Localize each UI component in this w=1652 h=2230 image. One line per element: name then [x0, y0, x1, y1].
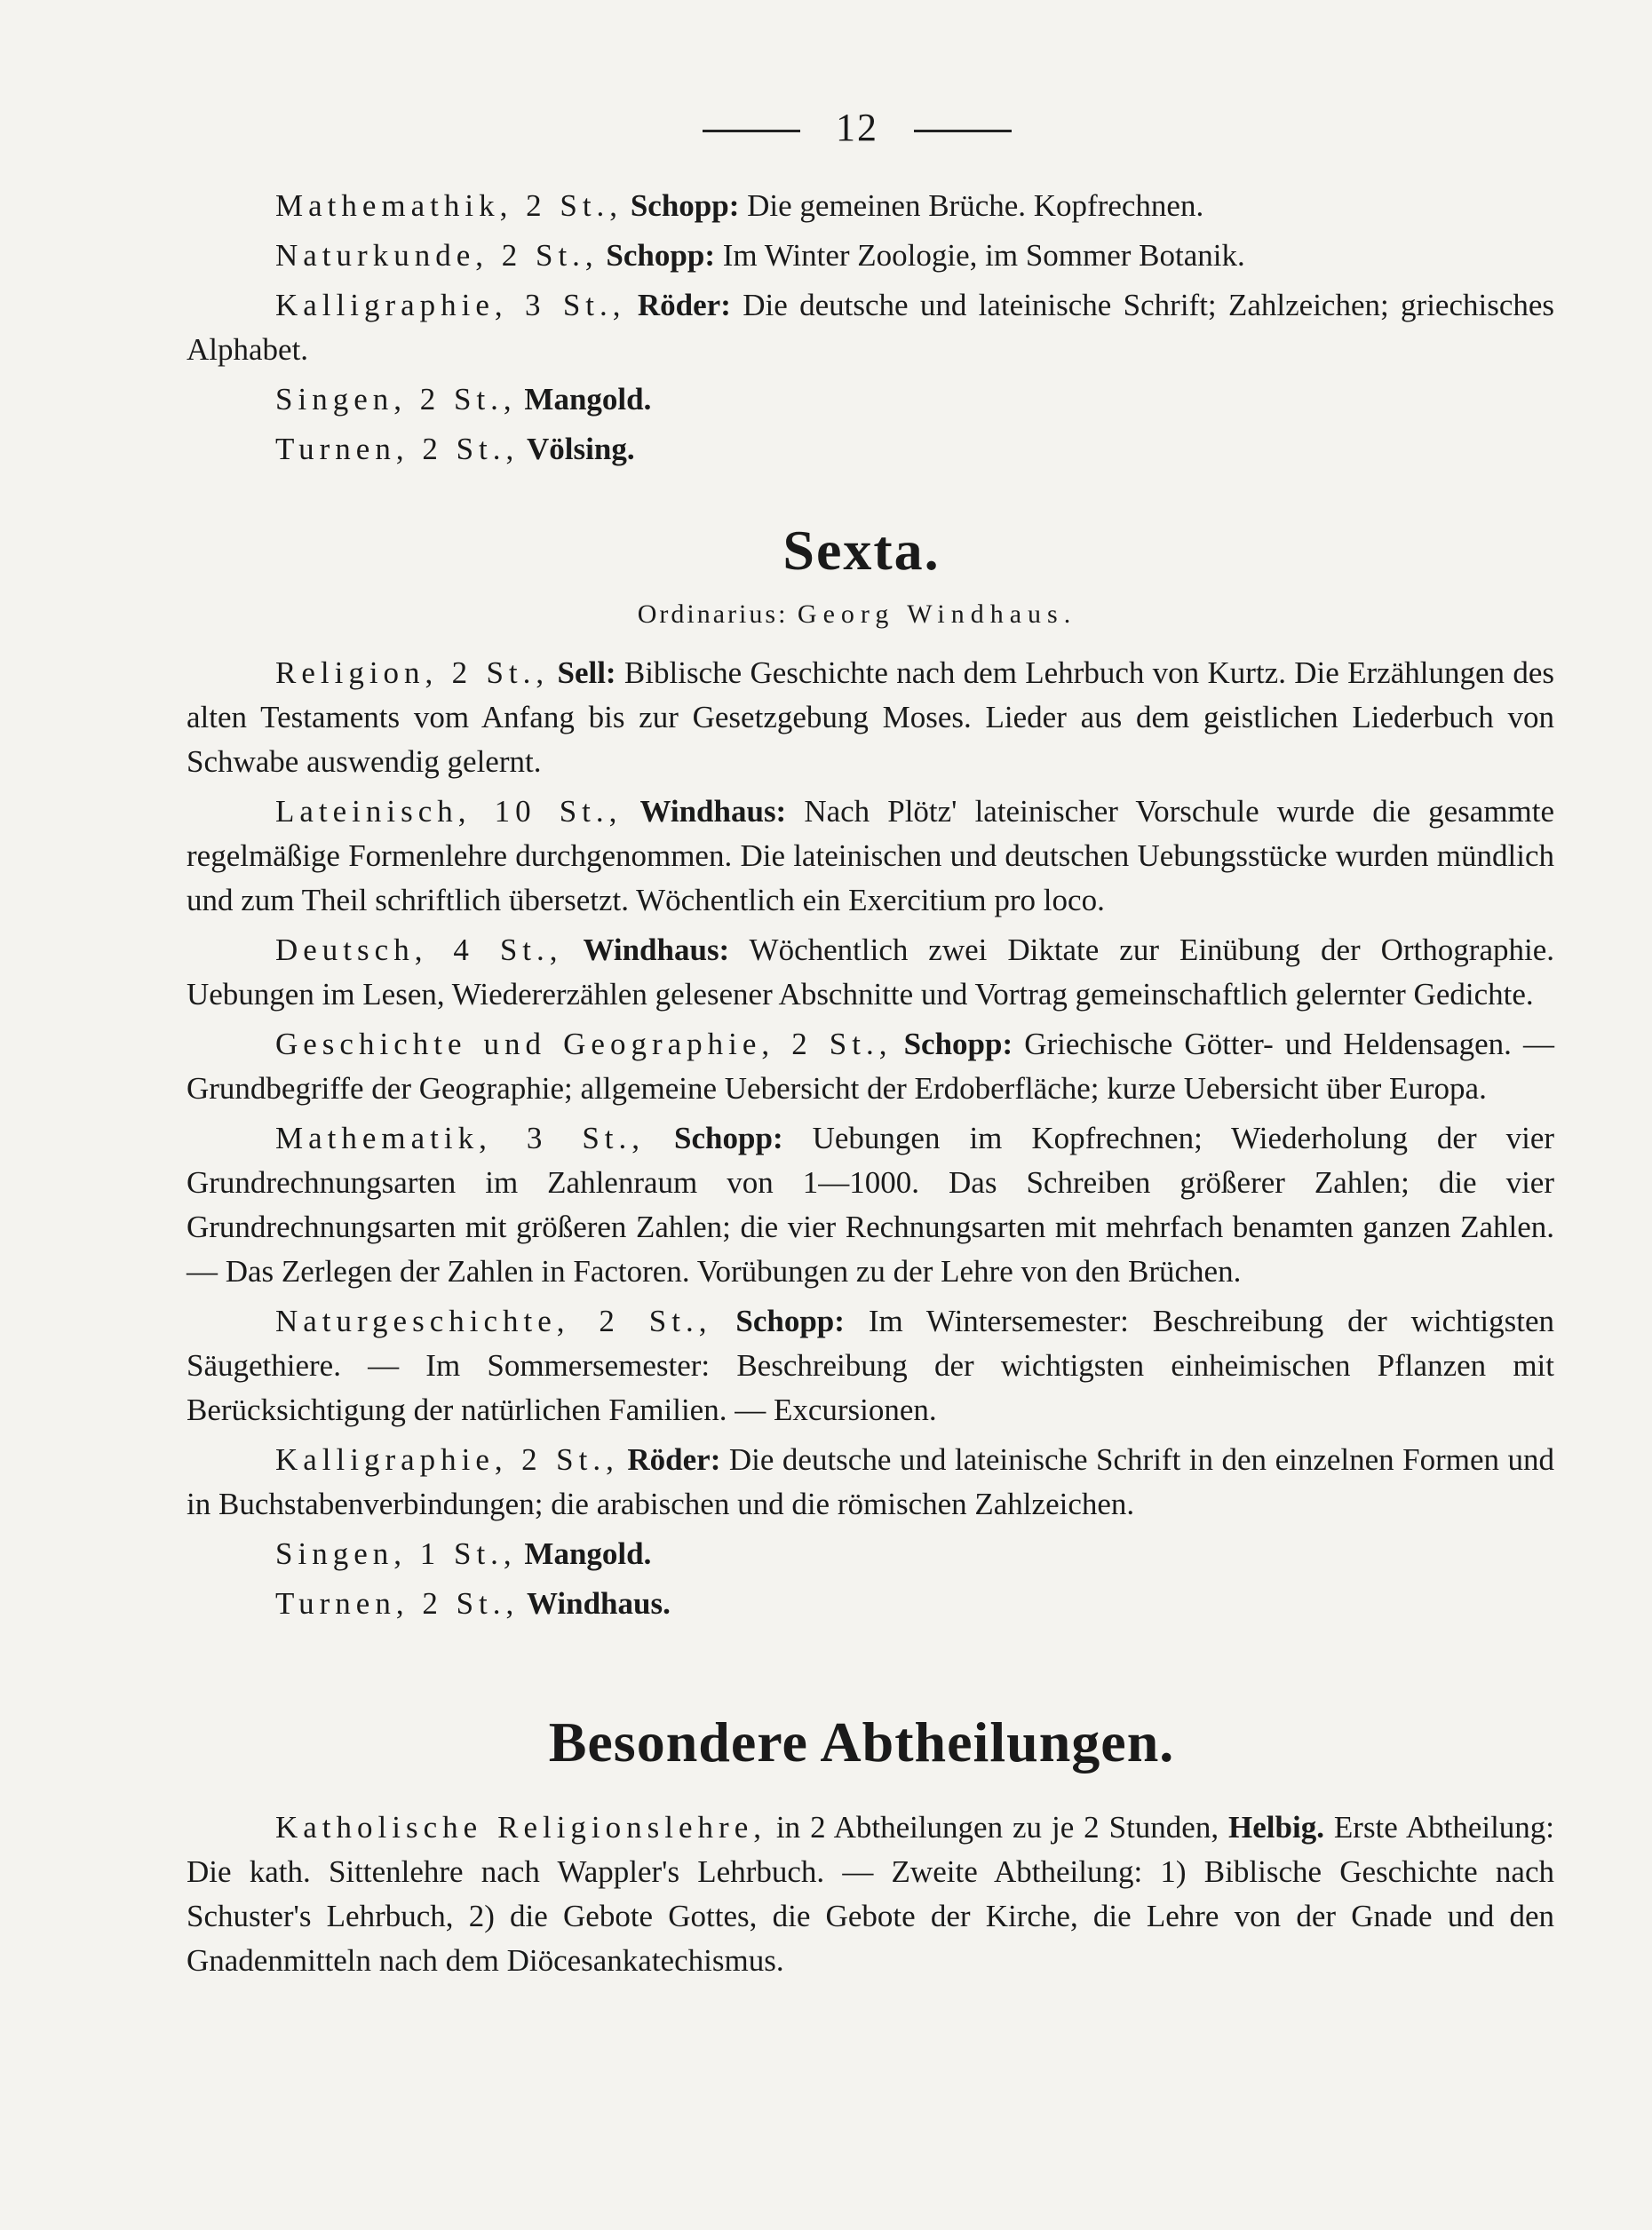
header-rule-right — [914, 130, 1012, 132]
section-heading-besondere: Besondere Abtheilungen. — [548, 1710, 1175, 1774]
entry-lateinisch — [187, 790, 1554, 923]
entry-text: Biblische Geschichte nach dem Lehrbuch von Kurtz. Die Erzählungen des alten Testaments vom Anfang bis zur Gesetzgebung Moses. Lieder aus dem geistlichen Liederbuch von Schwabe auswendig gelernt. — [187, 655, 1554, 779]
entry-subject: Turnen, 2 St., — [275, 1586, 520, 1621]
section-heading-sexta: Sexta. — [782, 519, 941, 582]
entry-kalligraphie-quinta — [187, 283, 1554, 372]
entry-subject: Turnen, 2 St., — [275, 432, 520, 466]
entry-turnen-quinta — [187, 427, 1554, 472]
entry-teacher: Sell: — [557, 655, 616, 690]
ordinarius-line — [160, 599, 1554, 630]
entry-text: Nach Plötz' lateinischer Vorschule wurde die gesammte regelmäßige Formenlehre durchgenommen. Die lateinischen und deutschen Uebungsstücke wurden mündlich und zum Theil schriftlich übersetzt. Wöchentlich ein Exercitium pro loco. — [187, 794, 1555, 917]
entry-text: Wöchentlich zwei Diktate zur Einübung der Orthographie. Uebungen im Lesen, Wiedererzählen gelesener Abschnitte und Vortrag gemeinschaftlich gelernter Gedichte. — [187, 932, 1554, 1012]
entry-text-after: Erste Abtheilung: Die kath. Sittenlehre nach Wappler's Lehrbuch. — Zweite Abtheilung: 1) Biblische Geschichte nach Schuster's Lehrbuch, 2) die Gebote Gottes, die Gebote der Kirche, die Lehre von der Gnade und den Gnadenmitteln nach dem Diöcesankatechismus. — [187, 1810, 1555, 1978]
entry-religion — [187, 651, 1554, 784]
entry-singen — [187, 1532, 1554, 1576]
entry-subject: Naturkunde, 2 St., — [275, 238, 599, 273]
ordinarius-name: Georg Windhaus. — [797, 599, 1077, 629]
entry-text: Im Wintersemester: Beschreibung der wichtigsten Säugethiere. — Im Sommersemester: Beschreibung der wichtigsten einheimischen Pflanzen mit Berücksichtigung der natürlichen Familien. — Excursionen. — [187, 1304, 1555, 1427]
entry-teacher: Schopp: — [903, 1027, 1013, 1061]
entry-teacher: Mangold. — [524, 382, 652, 417]
entry-teacher: Windhaus: — [639, 794, 787, 829]
page-header — [160, 105, 1554, 150]
page-number: 12 — [836, 106, 878, 149]
entry-subject: Katholische Religionslehre, — [275, 1810, 766, 1845]
entry-teacher: Mangold. — [524, 1536, 652, 1571]
entry-subject: Geschichte und Geographie, 2 St., — [275, 1027, 893, 1061]
entry-text: Die deutsche und lateinische Schrift; Zahlzeichen; griechisches Alphabet. — [187, 288, 1555, 367]
entry-subject: Lateinisch, 10 St., — [275, 794, 623, 829]
entry-subject: Religion, 2 St., — [275, 655, 550, 690]
entry-subject: Kalligraphie, 2 St., — [275, 1442, 619, 1477]
entry-subject: Singen, 1 St., — [275, 1536, 517, 1571]
entry-mathematik-quinta — [187, 184, 1554, 228]
entry-text: Uebungen im Kopfrechnen; Wiederholung der vier Grundrechnungsarten im Zahlenraum von 1—1000. Das Schreiben größerer Zahlen; die vier Grundrechnungsarten mit größeren Zahlen; die vier Rechnungsarten mit mehrfach benamten ganzen Zahlen. — Das Zerlegen der Zahlen in Factoren. Vorübungen zu der Lehre von den Brüchen. — [187, 1121, 1555, 1289]
entry-subject: Mathematik, 3 St., — [275, 1121, 646, 1155]
entry-singen-quinta — [187, 377, 1554, 422]
entry-turnen — [187, 1582, 1554, 1626]
entry-teacher: Windhaus: — [583, 932, 730, 967]
entry-text: Die gemeinen Brüche. Kopfrechnen. — [747, 188, 1204, 223]
entry-kalligraphie — [187, 1438, 1554, 1527]
entry-subject: Mathemathik, 2 St., — [275, 188, 623, 223]
entry-naturkunde — [187, 234, 1554, 278]
entry-teacher: Windhaus. — [527, 1586, 671, 1621]
entry-teacher: Schopp: — [674, 1121, 783, 1155]
entry-text-before: in 2 Abtheilungen zu je 2 Stunden, — [775, 1810, 1219, 1845]
entry-mathematik — [187, 1116, 1554, 1294]
entry-text: Die deutsche und lateinische Schrift in den einzelnen Formen und in Buchstabenverbindungen; die arabischen und die römischen Zahlzeichen. — [187, 1442, 1555, 1521]
entry-teacher: Röder: — [637, 288, 731, 322]
entry-geschichte-geographie — [187, 1022, 1554, 1111]
entry-teacher: Schopp: — [735, 1304, 845, 1338]
entry-subject: Singen, 2 St., — [275, 382, 517, 417]
entry-subject: Kalligraphie, 3 St., — [275, 288, 626, 322]
entry-text: Im Winter Zoologie, im Sommer Botanik. — [722, 238, 1245, 273]
entry-teacher: Schopp: — [630, 188, 740, 223]
entry-teacher: Völsing. — [527, 432, 635, 466]
entry-katholische-religionslehre — [187, 1805, 1554, 1983]
entry-teacher: Helbig. — [1228, 1810, 1324, 1845]
entry-subject: Deutsch, 4 St., — [275, 932, 563, 967]
entry-text: Griechische Götter- und Heldensagen. — Grundbegriffe der Geographie; allgemeine Uebersicht der Erdoberfläche; kurze Uebersicht über Europa. — [187, 1027, 1555, 1106]
entry-subject: Naturgeschichte, 2 St., — [275, 1304, 712, 1338]
entry-teacher: Schopp: — [606, 238, 715, 273]
header-rule-left — [703, 130, 800, 132]
entry-deutsch — [187, 928, 1554, 1017]
ordinarius-label: Ordinarius: — [637, 599, 789, 629]
entry-teacher: Röder: — [627, 1442, 721, 1477]
entry-naturgeschichte — [187, 1299, 1554, 1432]
